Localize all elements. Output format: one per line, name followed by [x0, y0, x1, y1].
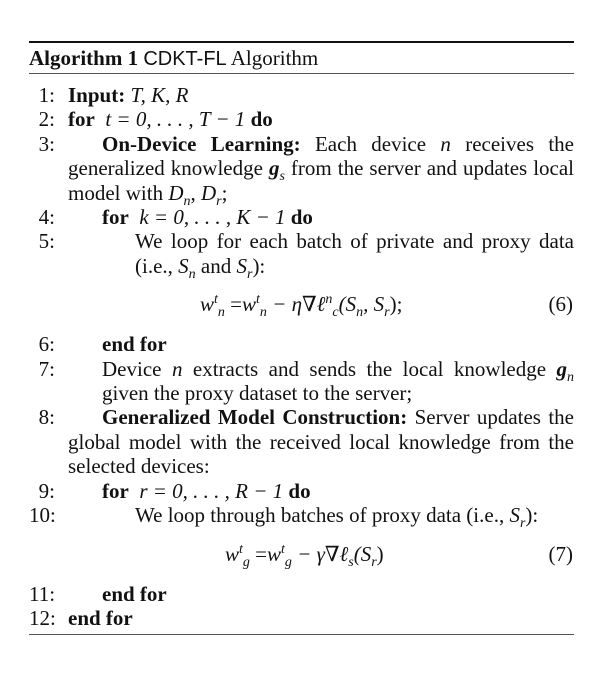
- line-number: 2:: [38, 107, 55, 132]
- step-title-on-device-learning: On-Device Learning:: [102, 131, 301, 156]
- keyword-end-for: end for: [68, 605, 133, 630]
- text: and: [200, 253, 232, 278]
- algo-line-5: [29, 229, 574, 283]
- math-sub: n: [183, 193, 191, 209]
- line-number: 4:: [38, 205, 55, 230]
- keyword-do: do: [288, 478, 311, 503]
- line-number: 11:: [29, 581, 56, 606]
- keyword-end-for: end for: [102, 581, 167, 606]
- algorithm-body: [29, 74, 574, 630]
- step-title-generalized-model-construction: Generalized Model Construction:: [102, 405, 408, 430]
- algo-line-7: [29, 357, 574, 406]
- algo-line-6: [29, 332, 574, 356]
- algo-line-3: 3: On-Device Learning: Each device n receives the generalized knowledge $g_s$ from the server and updates local model with $D_n$, $D_r$;: [29, 132, 574, 205]
- equation-6: [29, 278, 574, 332]
- loop-range: k = 0, . . . , K − 1: [139, 205, 286, 230]
- algo-line-2: [29, 107, 574, 131]
- algo-line-11: [29, 582, 574, 606]
- line-number: 1:: [38, 83, 55, 107]
- bottom-rule: [29, 634, 574, 635]
- equation-number: (7): [548, 541, 573, 566]
- algorithm-block: [29, 41, 574, 635]
- math-sub: n: [188, 267, 196, 283]
- text: Device: [102, 356, 162, 381]
- loop-range: t = 0, . . . , T − 1: [105, 107, 246, 132]
- math-bold-var: g: [556, 356, 568, 381]
- text: Each device: [314, 131, 427, 156]
- algo-line-9: [29, 479, 574, 503]
- equation-number: (6): [548, 292, 573, 317]
- line-number: 6:: [38, 332, 55, 357]
- text: We loop for each batch of private and proxy data (i.e.,: [135, 229, 574, 278]
- keyword-for: for: [102, 478, 129, 503]
- caption-suffix: Algorithm: [230, 46, 319, 70]
- math-var: S: [236, 253, 247, 278]
- text: from the server and updates local model with: [68, 156, 575, 205]
- text: We loop through batches of proxy data (i.e.,: [135, 503, 505, 528]
- caption-prefix: Algorithm 1: [29, 46, 139, 70]
- keyword-for: for: [68, 107, 95, 132]
- math-bold-var: g: [268, 156, 280, 181]
- keyword-do: do: [250, 107, 273, 132]
- algo-line-4: [29, 205, 574, 229]
- math-sub: r: [216, 193, 222, 209]
- math-sub: n: [567, 369, 575, 385]
- text: receives the generalized knowledge: [68, 131, 574, 181]
- keyword-do: do: [290, 205, 313, 230]
- math-sub: r: [246, 267, 253, 283]
- keyword-for: for: [102, 205, 129, 230]
- algo-line-8: [29, 405, 574, 478]
- line-number: 9:: [38, 478, 55, 503]
- line-number: 8:: [38, 405, 55, 430]
- algorithm-caption: [29, 43, 574, 73]
- line-number: 7:: [38, 356, 55, 381]
- loop-range: r = 0, . . . , R − 1: [139, 478, 284, 503]
- line-number: 3:: [38, 131, 55, 156]
- text: given the proxy dataset to the server;: [102, 381, 413, 406]
- text: ):: [252, 253, 266, 278]
- math-var: n: [440, 131, 451, 156]
- algo-line-10: [29, 503, 574, 532]
- math-var: D: [201, 180, 217, 205]
- algo-line-1: [29, 83, 574, 107]
- text: ;: [221, 180, 228, 205]
- math-sub: s: [279, 169, 285, 185]
- math-var: S: [178, 253, 189, 278]
- line-number: 12:: [29, 605, 56, 630]
- input-params: T, K, R: [130, 83, 189, 107]
- text: extracts and sends the local knowledge: [192, 356, 547, 381]
- text: Server updates the global model with the received local knowledge from the selected devices:: [68, 405, 575, 479]
- equation-7: [29, 528, 574, 582]
- keyword-end-for: end for: [102, 332, 167, 357]
- equation-expression: $w^t_g =w^t_g$ − $\gamma\nabla\ell_s(S_r)$: [225, 541, 384, 570]
- caption-algorithm-name: CDKT-FL: [143, 48, 227, 70]
- math-var: D: [168, 180, 184, 205]
- algo-line-12: [29, 606, 574, 630]
- math-var: n: [171, 356, 183, 381]
- math-sub: r: [519, 516, 526, 532]
- line-number: 10:: [29, 503, 56, 528]
- text: ):: [525, 503, 539, 528]
- line-number: 5:: [38, 229, 55, 254]
- equation-expression: $w^t_n =w^t_n$ − $\eta\nabla\ell^n_c(S_n$, $S_r$);: [200, 292, 403, 321]
- keyword-input: Input:: [68, 83, 126, 107]
- math-var: S: [509, 503, 520, 528]
